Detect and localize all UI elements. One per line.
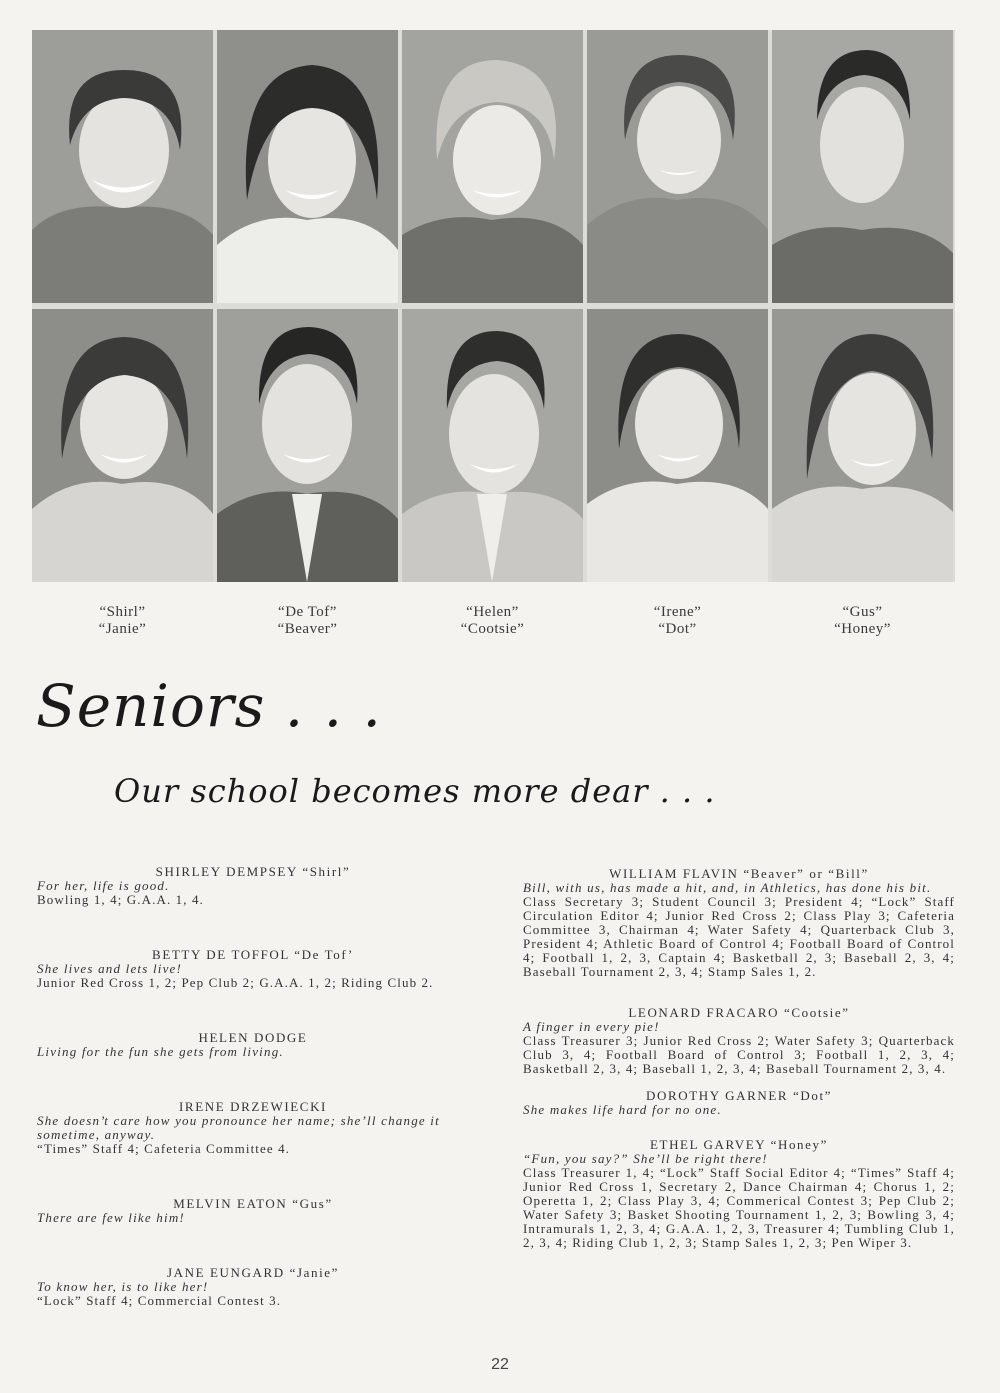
nickname-bottom: “Dot” bbox=[658, 621, 697, 637]
senior-activities: Bowling 1, 4; G.A.A. 1, 4. bbox=[37, 892, 204, 907]
senior-activities: Class Secretary 3; Student Council 3; President 4; “Lock” Staff Circulation Editor 4; Junior Red Cross 2; Class Play 3; Cafeteria Committee 3, Chairman 4; Water Safety 4; Quarterback Club 3, President 4; Athletic Board of Control 4; Football Board of Control 4; Football 1, 2, 3, Captain 4; Basketball 2, 3; Baseball 2, 3, 4; Baseball Tournament 2, 3, 4; Stamp Sales 1, 2. bbox=[523, 894, 955, 979]
senior-name: DOROTHY GARNER “Dot” bbox=[645, 1088, 833, 1103]
portrait-photo bbox=[32, 30, 213, 303]
section-heading: Seniors . . . bbox=[36, 672, 382, 740]
portrait-photo bbox=[32, 309, 213, 582]
senior-activities: “Lock” Staff 4; Commercial Contest 3. bbox=[37, 1293, 282, 1308]
senior-entry bbox=[523, 1137, 955, 1250]
portrait-photo bbox=[217, 309, 398, 582]
senior-motto: Bill, with us, has made a hit, and, in Athletics, has done his bit. bbox=[523, 880, 932, 895]
senior-activities: “Times” Staff 4; Cafeteria Committee 4. bbox=[37, 1141, 291, 1156]
senior-motto: She makes life hard for no one. bbox=[523, 1102, 722, 1117]
senior-name: MELVIN EATON “Gus” bbox=[173, 1196, 333, 1211]
senior-activities: Class Treasurer 1, 4; “Lock” Staff Social Editor 4; “Times” Staff 4; Junior Red Cross 1, Secretary 2, Dance Chairman 4; Chorus 1, 2; Operetta 1, 2; Class Play 3, 4; Commerical Contest 3; Pep Club 2; Water Safety 3; Basket Shooting Tournament 1, 2, 3; Bowling 3, 4; Intramurals 1, 2, 3, 4; G.A.A. 1, 2, 3, Treasurer 4; Tumbling Club 1, 2, 3, 4; Riding Club 1, 2, 3; Stamp Sales 1, 2, 3; Pen Wiper 3. bbox=[523, 1165, 955, 1250]
senior-entry bbox=[37, 1099, 469, 1156]
section-subheading: Our school becomes more dear . . . bbox=[114, 772, 716, 810]
senior-entry bbox=[37, 947, 469, 990]
nickname-column bbox=[402, 604, 583, 638]
senior-name: BETTY DE TOFFOL “De Tof’ bbox=[152, 947, 354, 962]
senior-name: JANE EUNGARD “Janie” bbox=[166, 1265, 340, 1280]
senior-entry bbox=[523, 1088, 955, 1117]
left-column bbox=[37, 864, 469, 1308]
senior-name: SHIRLEY DEMPSEY “Shirl” bbox=[155, 864, 351, 879]
senior-motto: “Fun, you say?” She’ll be right there! bbox=[523, 1151, 768, 1166]
senior-entry bbox=[523, 1005, 955, 1076]
senior-name: IRENE DRZEWIECKI bbox=[179, 1099, 327, 1114]
senior-motto: A finger in every pie! bbox=[523, 1019, 660, 1034]
right-column bbox=[523, 866, 955, 1250]
senior-entry bbox=[37, 864, 469, 907]
page-number: 22 bbox=[491, 1356, 509, 1373]
nickname-captions bbox=[32, 604, 955, 644]
nickname-bottom: “Honey” bbox=[834, 621, 891, 637]
portrait-photo bbox=[402, 309, 583, 582]
senior-name: LEONARD FRACARO “Cootsie” bbox=[628, 1005, 850, 1020]
senior-name: WILLIAM FLAVIN “Beaver” or “Bill” bbox=[609, 866, 869, 881]
portrait-photo bbox=[402, 30, 583, 303]
nickname-top: “Irene” bbox=[653, 604, 702, 620]
portrait-photo bbox=[772, 30, 953, 303]
nickname-column bbox=[772, 604, 953, 638]
nickname-column bbox=[217, 604, 398, 638]
senior-entry bbox=[37, 1196, 469, 1225]
nickname-top: “Gus” bbox=[842, 604, 883, 620]
nickname-bottom: “Cootsie” bbox=[460, 621, 525, 637]
nickname-bottom: “Beaver” bbox=[277, 621, 338, 637]
senior-motto: There are few like him! bbox=[37, 1210, 185, 1225]
portrait-photo bbox=[587, 30, 768, 303]
senior-activities: Class Treasurer 3; Junior Red Cross 2; Water Safety 3; Quarterback Club 3, 4; Football Board of Control 3; Football 1, 2, 3, 4; Basketball 2, 3, 4; Baseball 1, 2, 3, 4; Baseball Tournament 2, 3, 4. bbox=[523, 1033, 955, 1076]
senior-activities: Junior Red Cross 1, 2; Pep Club 2; G.A.A. 1, 2; Riding Club 2. bbox=[37, 975, 434, 990]
senior-name: ETHEL GARVEY “Honey” bbox=[649, 1137, 828, 1152]
senior-motto: She lives and lets live! bbox=[37, 961, 183, 976]
senior-motto: To know her, is to like her! bbox=[37, 1279, 209, 1294]
nickname-bottom: “Janie” bbox=[98, 621, 147, 637]
senior-entry bbox=[37, 1030, 469, 1059]
nickname-top: “De Tof” bbox=[278, 604, 337, 620]
nickname-top: “Helen” bbox=[466, 604, 519, 620]
nickname-column bbox=[32, 604, 213, 638]
senior-name: HELEN DODGE bbox=[198, 1030, 308, 1045]
senior-entry bbox=[523, 866, 955, 979]
senior-entry bbox=[37, 1265, 469, 1308]
nickname-top: “Shirl” bbox=[99, 604, 146, 620]
senior-motto: For her, life is good. bbox=[37, 878, 170, 893]
senior-motto: Living for the fun she gets from living. bbox=[37, 1044, 284, 1059]
senior-motto: She doesn’t care how you pronounce her name; she’ll change it sometime, anyway. bbox=[37, 1113, 440, 1142]
portrait-photo bbox=[772, 309, 953, 582]
portrait-photo bbox=[587, 309, 768, 582]
nickname-column bbox=[587, 604, 768, 638]
portrait-grid bbox=[32, 30, 955, 582]
portrait-photo bbox=[217, 30, 398, 303]
